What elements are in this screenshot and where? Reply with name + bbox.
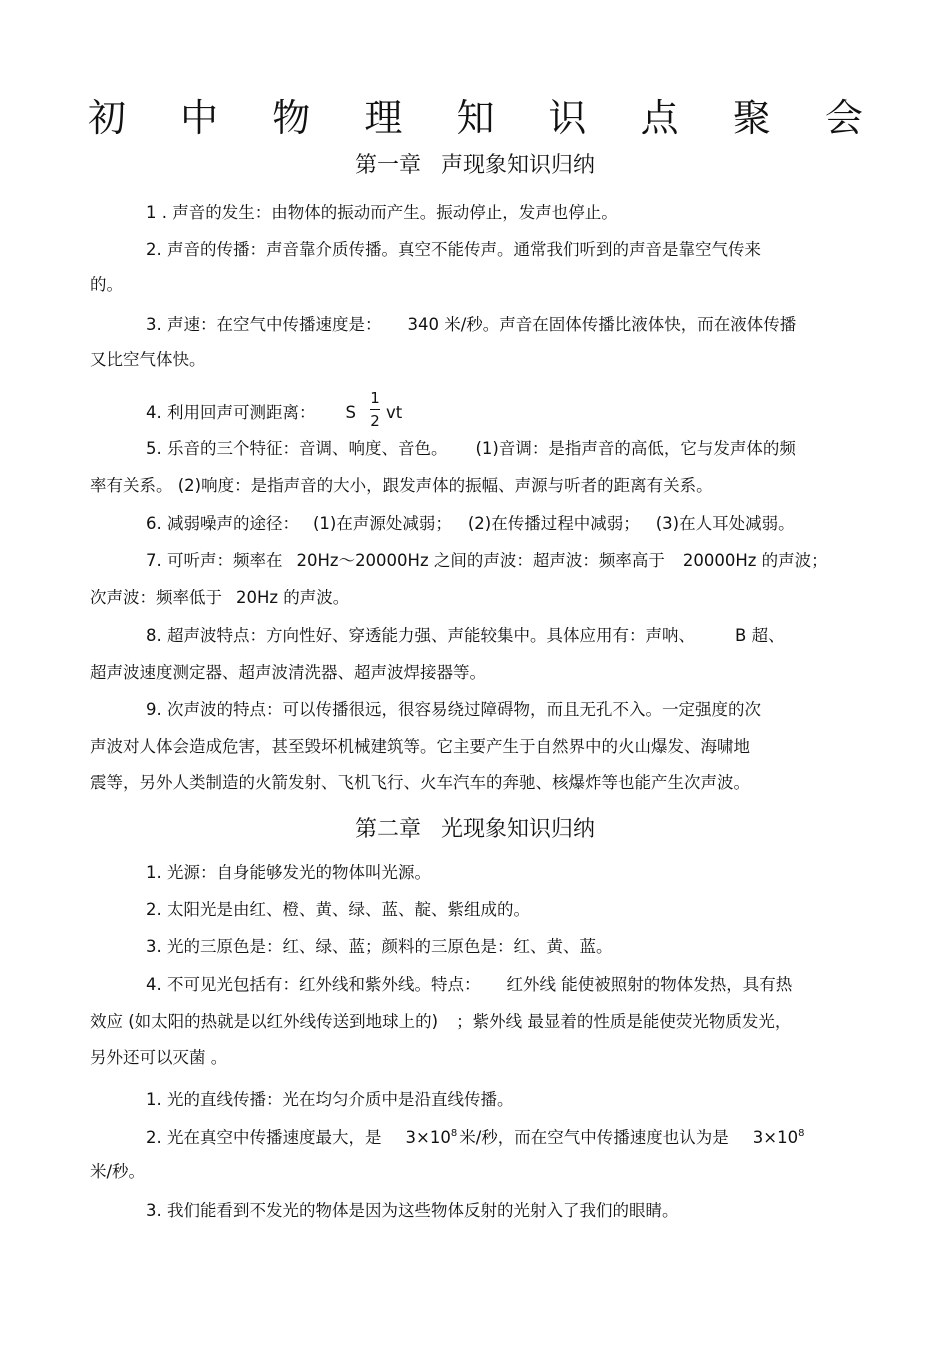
title-char: 理 [364,96,403,140]
sci-base: 3×10 [752,1128,799,1147]
paragraph-continuation: 米/秒。 [90,1162,146,1181]
paragraph-continuation: 另外还可以灭菌 。 [90,1048,228,1067]
paragraph-continuation: 又比空气体快。 [90,350,206,369]
formula-s: S [345,403,356,422]
paragraph-continuation [90,586,349,610]
text: 红外线 能使被照射的物体发热，具有热 [506,975,793,994]
page-title [88,93,863,143]
sci-base: 3×10 [405,1128,451,1147]
paragraph [146,549,828,573]
paragraph [146,973,792,997]
text: 20000Hz 的声波； [682,551,828,570]
paragraph: 1. 光源：自身能够发光的物体叫光源。 [146,863,431,882]
text: 340 米/秒。声音在固体传播比液体快，而在液体传播 [407,315,797,334]
text: 20Hz 的声波。 [236,588,350,607]
title-char: 点 [640,96,679,140]
chapter-2-name: 光现象知识归纳 [441,817,596,842]
paragraph: 3. 我们能看到不发光的物体是因为这些物体反射的光射入了我们的眼睛。 [146,1201,679,1220]
paragraph: 2. 声音的传播：声音靠介质传播。真空不能传声。通常我们听到的声音是靠空气传来 [146,240,761,259]
text: (1)在声源处减弱； [313,514,452,533]
formula-vt: vt [385,403,403,422]
paragraph: 2. 太阳光是由红、橙、黄、绿、蓝、靛、紫组成的。 [146,900,530,919]
paragraph-continuation: 超声波速度测定器、超声波清洗器、超声波焊接器等。 [90,663,486,682]
chapter-1-name: 声现象知识归纳 [441,153,596,178]
paragraph-continuation: 震等，另外人类制造的火箭发射、飞机飞行、火车汽车的奔驰、核爆炸等也能产生次声波。 [90,773,750,792]
text: 8. 超声波特点：方向性好、穿透能力强、声能较集中。具体应用有：声呐、 [146,626,695,645]
chapter-2-heading [0,815,950,845]
text: 7. 可听声：频率在 [146,551,283,570]
sci-exponent: 8 [798,1127,805,1139]
text: (3)在人耳处减弱。 [655,514,795,533]
paragraph-formula [146,389,403,434]
text: 效应 (如太阳的热就是以红外线传送到地球上的) [90,1012,439,1031]
paragraph-continuation: 声波对人体会造成危害，甚至毁坏机械建筑等。它主要产生于自然界中的火山爆发、海啸地 [90,737,750,756]
paragraph-continuation: 率有关系。 (2)响度：是指声音的大小，跟发声体的振幅、声源与听者的距离有关系。 [90,476,713,495]
title-char: 知 [456,96,495,140]
text: 4. 利用回声可测距离： [146,403,316,422]
fraction-denominator: 2 [370,412,380,430]
paragraph [146,624,785,648]
chapter-1-number: 第一章 [354,153,421,178]
paragraph: 1. 光的直线传播：光在均匀介质中是沿直线传播。 [146,1090,514,1109]
title-char: 会 [824,96,863,140]
text: B 超、 [735,626,785,645]
chapter-2-number: 第二章 [354,817,421,842]
text: 5. 乐音的三个特征：音调、响度、音色。 [146,439,448,458]
text: (1)音调：是指声音的高低，它与发声体的频 [475,439,796,458]
title-char: 识 [548,96,587,140]
text: 次声波：频率低于 [90,588,222,607]
chapter-1-heading [0,151,950,181]
fraction-numerator: 1 [370,389,380,407]
title-char: 初 [88,96,127,140]
text: ；紫外线 最显着的性质是能使荧光物质发光， [456,1012,792,1031]
text: 2. 光在真空中传播速度最大，是 [146,1128,382,1147]
fraction [370,389,380,430]
paragraph [146,313,796,337]
text: 米/秒，而在空气中传播速度也认为是 [459,1128,729,1147]
paragraph: 3. 光的三原色是：红、绿、蓝；颜料的三原色是：红、黄、蓝。 [146,937,613,956]
text: 3. 声速：在空气中传播速度是： [146,315,382,334]
title-char: 物 [272,96,311,140]
sci-exponent: 8 [450,1127,458,1139]
paragraph [146,1126,804,1150]
text: 20Hz～20000Hz 之间的声波：超声波：频率高于 [296,551,665,570]
paragraph-continuation [90,1010,791,1034]
text: 6. 减弱噪声的途径： [146,514,299,533]
title-char: 中 [180,96,219,140]
paragraph [146,512,795,536]
text: (2)在传播过程中减弱； [467,514,640,533]
fraction-bar [370,409,380,410]
title-char: 聚 [732,96,771,140]
paragraph [146,437,796,461]
paragraph: 9. 次声波的特点：可以传播很远，很容易绕过障碍物，而且无孔不入。一定强度的次 [146,700,761,719]
paragraph-continuation: 的。 [90,275,123,294]
text: 4. 不可见光包括有：红外线和紫外线。特点： [146,975,481,994]
paragraph: 1 . 声音的发生：由物体的振动而产生。振动停止，发声也停止。 [146,203,618,222]
